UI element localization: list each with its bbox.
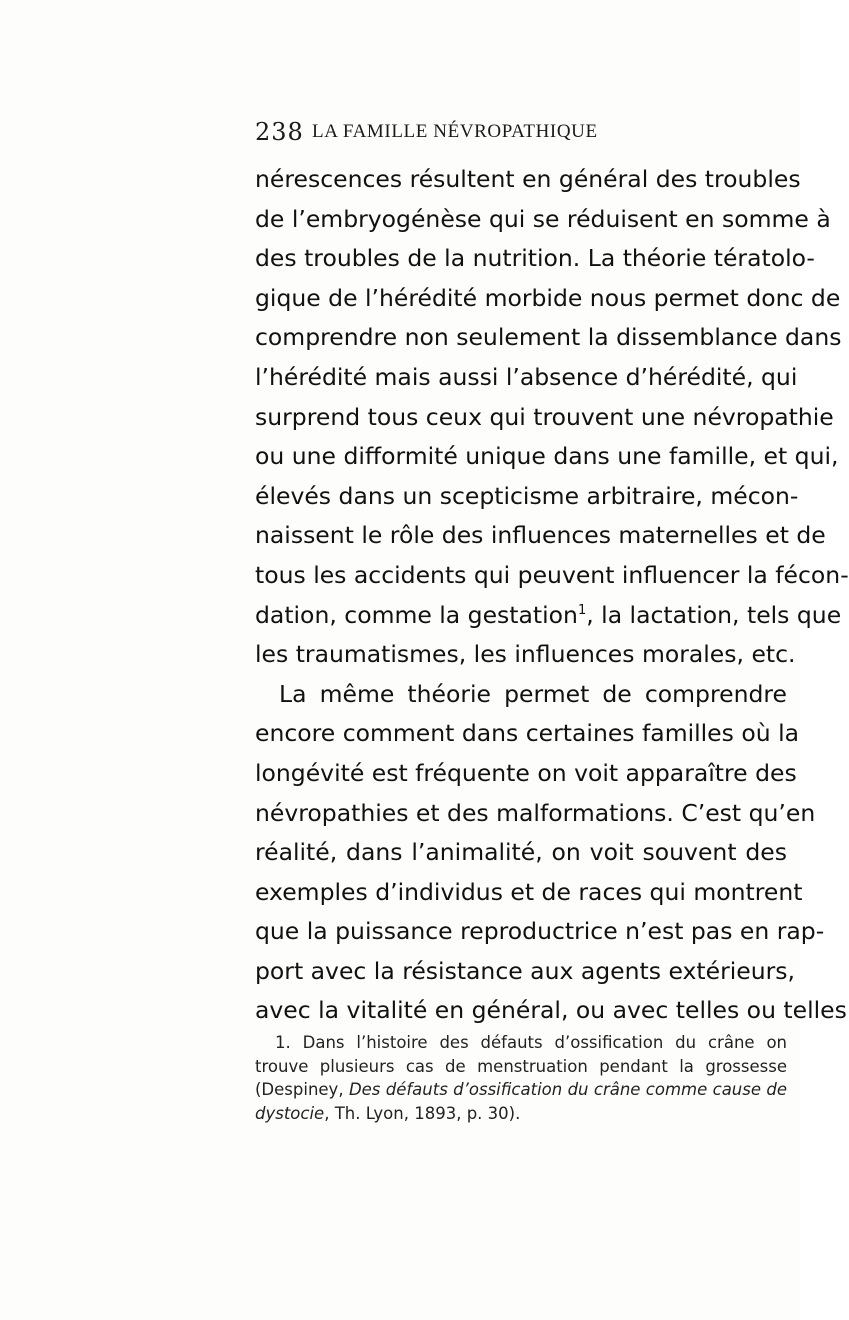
- footnote-line: 1. Dans l’histoire des défauts d’ossification du crâne on: [275, 1033, 787, 1052]
- footnote-reference: 1: [577, 602, 587, 618]
- text-line: névropathies et des malformations. C’est qu’en: [255, 798, 816, 827]
- text-line-with-footnote-ref: [255, 596, 842, 636]
- text-line: que la puissance reproductrice n’est pas en rap-: [255, 917, 825, 946]
- text-line: des troubles de la nutrition. La théorie tératolo-: [255, 244, 815, 273]
- footnote-line: trouve plusieurs cas de menstruation pendant la grossesse: [255, 1056, 787, 1076]
- text-line: port avec la résistance aux agents extérieurs,: [255, 956, 795, 985]
- running-title: LA FAMILLE NÉVROPATHIQUE: [312, 121, 598, 142]
- text-line: naissent le rôle des influences maternelles et de: [255, 521, 826, 550]
- page-header: [255, 118, 755, 158]
- text-line: tous les accidents qui peuvent influencer la fécon-: [255, 560, 849, 589]
- footnote-citation-details: , Th. Lyon, 1893, p. 30).: [324, 1103, 521, 1123]
- text-line: de l’embryogénèse qui se réduisent en somme à: [255, 204, 831, 233]
- footnote-line: [255, 1102, 787, 1126]
- paragraph-start-line: La même théorie permet de comprendre: [279, 679, 787, 708]
- text-line: élevés dans un scepticisme arbitraire, mécon-: [255, 481, 799, 510]
- footnote-citation-title-end: dystocie: [255, 1103, 325, 1123]
- footnote-line: [255, 1078, 787, 1102]
- text-line: nérescences résultent en général des troubles: [255, 165, 801, 193]
- footnote-citation-author: (Despiney,: [255, 1080, 349, 1099]
- text-line: les traumatismes, les influences morales, etc.: [255, 640, 796, 669]
- text-line: encore comment dans certaines familles où la: [255, 719, 800, 748]
- text-line: exemples d’individus et de races qui montrent: [255, 877, 803, 906]
- text-line: ou une difformité unique dans une famille, et qui,: [255, 442, 839, 471]
- text-line: gique de l’hérédité morbide nous permet donc de: [255, 283, 841, 312]
- text-line: l’hérédité mais aussi l’absence d’hérédité, qui: [255, 362, 798, 391]
- footnote-citation-title: Des défauts d’ossification du crâne comme cause de: [348, 1080, 788, 1099]
- text-line: surprend tous ceux qui trouvent une névropathie: [255, 402, 834, 431]
- text-line: longévité est fréquente on voit apparaître des: [255, 758, 797, 787]
- text-segment: , la lactation, tels que: [586, 600, 842, 629]
- text-segment: dation, comme la gestation: [255, 600, 578, 629]
- footnote: [255, 1031, 787, 1125]
- main-text: [255, 160, 849, 1031]
- text-line: comprendre non seulement la dissemblance dans: [255, 323, 842, 352]
- text-line: réalité, dans l’animalité, on voit souvent des: [255, 838, 787, 867]
- text-line: avec la vitalité en général, ou avec telles ou telles: [255, 996, 847, 1025]
- page-number: 238: [255, 118, 304, 146]
